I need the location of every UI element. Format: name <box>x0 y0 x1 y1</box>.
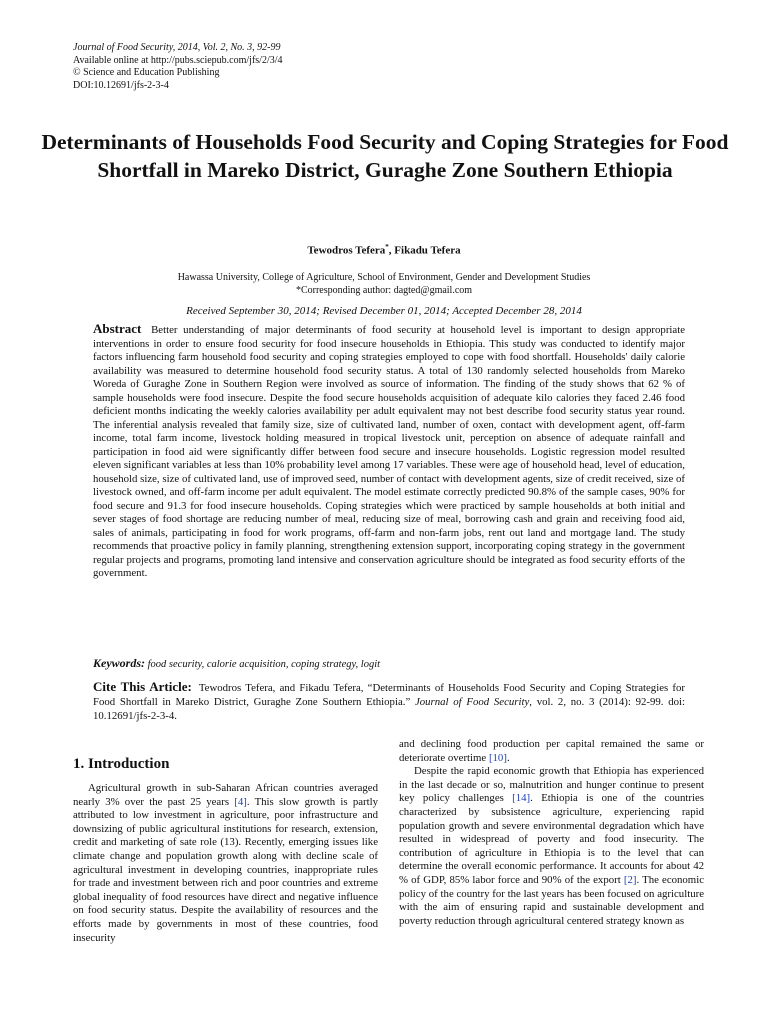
intro-paragraph-2 <box>399 765 704 928</box>
available-online: Available online at http://pubs.sciepub.com/jfs/2/3/4 <box>73 54 283 66</box>
author-first: Tewodros Tefera <box>307 244 386 257</box>
authors <box>0 243 768 257</box>
affiliation-institution: Hawassa University, College of Agriculture, School of Environment, Gender and Development Studies <box>177 272 591 283</box>
keywords <box>93 656 685 671</box>
abstract-label: Abstract <box>93 321 142 336</box>
keywords-label: Keywords: <box>93 656 145 670</box>
doi: DOI:10.12691/jfs-2-3-4 <box>73 79 169 91</box>
reference-link-4[interactable]: [4] <box>234 795 247 808</box>
intro-r1-end: . <box>506 751 510 764</box>
cite-text: Tewodros Tefera, and Fikadu Tefera, “Determinants of Households Food Security and Coping Strategies for Food Shortfall in Mareko District, Guraghe Zone Southern Ethiopia.” <box>93 682 685 708</box>
cite-journal: Journal of Food Security <box>414 696 530 708</box>
intro-paragraph-1-cont <box>399 738 704 765</box>
reference-link-2[interactable]: [2] <box>623 873 637 886</box>
right-column <box>399 738 704 928</box>
paper-title: Determinants of Households Food Security and Coping Strategies for Food Shortfall in Mareko District, Guraghe Zone Southern Ethiopia <box>41 130 729 182</box>
keywords-text: food security, calorie acquisition, coping strategy, logit <box>147 659 381 670</box>
received-dates: Received September 30, 2014; Revised December 01, 2014; Accepted December 28, 2014 <box>186 305 582 317</box>
cite-details: , vol. 2, no. 3 (2014): 92-99. doi: 10.12691/jfs-2-3-4. <box>93 696 686 722</box>
abstract <box>93 322 685 581</box>
intro-p2-text: Despite the rapid economic growth that Ethiopia has experienced in the last decade or so, malnutrition and hunger continue to present key policy challenges <box>399 765 704 805</box>
publisher: © Science and Education Publishing <box>73 67 220 78</box>
author-second: , Fikadu Tefera <box>388 244 461 257</box>
cite-label: Cite This Article: <box>93 679 192 694</box>
journal-line: Journal of Food Security, 2014, Vol. 2, No. 3, 92-99 <box>73 42 281 53</box>
intro-paragraph-1 <box>73 782 378 945</box>
intro-p1-text-cont: . This slow growth is partly attributed to low investment in agriculture, poor infrastructure and downsizing of public agricultural institutions for research, extension, credit and marketing of sate role (13). Recently, emerging issues like climate change and population growth along with decline scale of agricultural investment in developing countries, inappropriate rules for trade and investment between rich and poor countries and extreme global inequality of food resources have direct and negative influence on food security status. Despite the availability of resources and the efforts made by governments in most of these countries, food insecurity <box>73 795 379 944</box>
intro-p2-text-cont: . Ethiopia is one of the countries characterized by subsistence agriculture, experiencing rapid population growth and severe environmental degradation which have resulted in widespread of poverty and food insecurity. The contribution of agriculture in Ethiopia is to the level that can determine the overall economic performance. It accounts for about 42 % of GDP, 85% labor force and 90% of the export <box>399 792 704 886</box>
intro-p1-text: Agricultural growth in sub-Saharan African countries averaged nearly 3% over the past 25 years <box>73 782 378 808</box>
left-column <box>73 782 378 945</box>
intro-r1-text: and declining food production per capital remained the same or deteriorate overtime <box>399 738 704 764</box>
corresponding-author: *Corresponding author: dagted@gmail.com <box>295 285 473 296</box>
section-heading-introduction: 1. Introduction <box>73 756 170 772</box>
affiliation <box>0 271 768 297</box>
abstract-text: Better understanding of major determinants of food security at household level is important to design appropriate interventions in order to ensure food security for food insecure households in Ethiopia. This study was conducted to identify major factors influencing farm household food security and coping strategies employed to cope with food shortfall. Households' daily calorie availability was measured to determine household food security status. A total of 130 randomly selected households from Mareko Woreda of Guraghe Zone in Southern Region were involved as source of information. The finding of the study shows that 62 % of sample households were food insecure. Despite the food secure households acquisition of adequate kilo calories they faced 2.46 food deficient months indicating the weekly calories availability per adult equivalent may not best describe food security status year round. The inferential analysis revealed that family size, size of cultivated land, number of oxen, contact with development agent, off-farm income, total farm income, livestock holding measured in tropical livestock unit, perception on absence of adequate rainfall and participation in food aid were significantly differ between food secure and insecure households. Logistic regression model resulted eleven significant variables at less than 10% probability level among 17 variables. These were age of household head, level of education, household size, size of cultivated land, use of improved seed, number of contact with development agents, size of credit received, size of livestock owned, and off-farm income per adult equivalent. The model estimate correctly predicted 90.8% of the sample cases, 90% for food secure and 91.3 for food insecure households. Coping strategies which were practiced by sample households at both initial and sever stages of food shortage are reducing number of meal, reducing size of meal, borrowing cash and grain and receiving food aid, sales of animals, participating in food for work programs, off-farm and non-farm jobs, rent out land and mortgage land. The study recommends that proactive policy in family planning, strengthening extension support, incorporating coping strategy in the government regular projects and programs, promoting land intensive and conservation agriculture should be integrated as food security efforts of the government. <box>93 324 685 579</box>
corresponding-mark: * <box>385 243 389 251</box>
reference-link-10[interactable]: [10] <box>488 751 507 764</box>
intro-p2-text-end: . The economic policy of the country for the last years has been focused on agriculture with the aim of ensuring rapid and sustainable development and poverty reduction through agricultural centered strategy known as <box>399 873 704 927</box>
journal-header <box>73 42 283 92</box>
cite-this-article <box>93 680 685 723</box>
reference-link-14[interactable]: [14] <box>512 792 531 805</box>
